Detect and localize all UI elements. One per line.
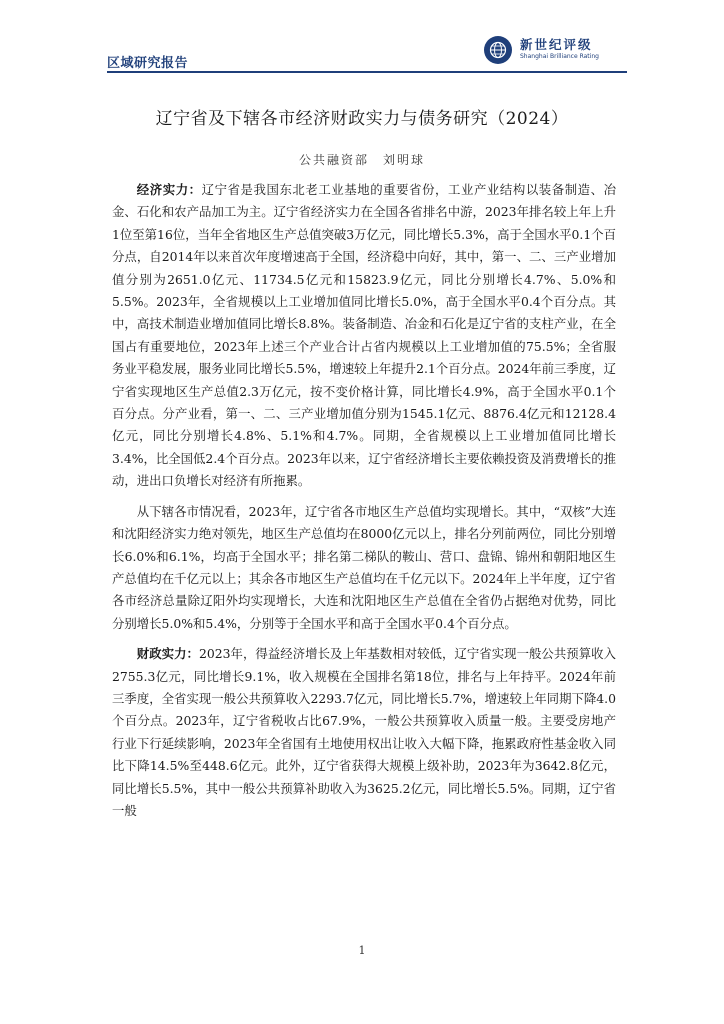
paragraph-text: 从下辖各市情况看，2023年，辽宁省各市地区生产总值均实现增长。其中，“双核”大连和沈阳经济实力绝对领先，地区生产总值均在8000亿元以上，排名分列前两位，同比分别增长6.0%和6.1%，均高于全国水平；排名第二梯队的鞍山、营口、盘锦、锦州和朝阳地区生产总值均在千亿元以上；其余各市地区生产总值均在千亿元以下。2024年上半年度，辽宁省各市经济总量除辽阳外均实现增长，大连和沈阳地区生产总值在全省仍占据绝对优势，同比分别增长5.0%和5.4%，分别等于全国水平和高于全国水平0.4个百分点。 bbox=[112, 503, 616, 631]
globe-icon bbox=[484, 36, 512, 64]
paragraph-lead: 经济实力： bbox=[136, 182, 202, 197]
page-header bbox=[0, 0, 724, 72]
logo-english-name: Shanghai Brilliance Rating bbox=[520, 53, 599, 60]
document-body bbox=[112, 179, 616, 822]
paragraph-lead: 财政实力： bbox=[136, 646, 199, 662]
paragraph-text: 2023年，得益经济增长及上年基数相对较低，辽宁省实现一般公共预算收入2755.3亿元，同比增长9.1%，收入规模在全国排名第18位，排名与上年持平。2024年前三季度，全省实现一般公共预算收入2293.7亿元，同比增长5.7%，增速较上年同期下降4.0个百分点。2023年，辽宁省税收占比67.9%，一般公共预算收入质量一般。主要受房地产行业下行延续影响，2023年全省国有土地使用权出让收入大幅下降，拖累政府性基金收入同比下降14.5%至448.6亿元。此外，辽宁省获得大规模上级补助，2023年为3642.8亿元，同比增长5.5%，其中一般公共预算补助收入为3625.2亿元，同比增长5.5%。同期，辽宁省一般 bbox=[112, 646, 616, 818]
paragraph-fiscal bbox=[112, 643, 616, 822]
company-logo bbox=[484, 34, 624, 66]
paragraph-economy bbox=[112, 179, 616, 493]
page-number: 1 bbox=[358, 944, 366, 957]
logo-name: 新世纪评级 bbox=[520, 37, 593, 52]
header-divider bbox=[107, 71, 627, 73]
paragraph-text: 辽宁省是我国东北老工业基地的重要省份，工业产业结构以装备制造、冶金、石化和农产品加工为主。辽宁省经济实力在全国各省排名中游，2023年排名较上年上升1位至第16位，当年全省地区生产总值突破3万亿元，同比增长5.3%，高于全国水平0.1个百分点，自2014年以来首次年度增速高于全国，经济稳中向好，其中，第一、二、三产业增加值分别为2651.0亿元、11734.5亿元和15823.9亿元，同比分别增长4.7%、5.0%和5.5%。2023年，全省规模以上工业增加值同比增长5.0%，高于全国水平0.4个百分点。其中，高技术制造业增加值同比增长8.8%。装备制造、冶金和石化是辽宁省的支柱产业，在全国占有重要地位，2023年上述三个产业合计占省内规模以上工业增加值的75.5%；全省服务业平稳发展，服务业同比增长5.5%，增速较上年提升2.1个百分点。2024年前三季度，辽宁省实现地区生产总值2.3万亿元，按不变价格计算，同比增长4.9%，高于全国水平0.1个百分点。分产业看，第一、二、三产业增加值分别为1545.1亿元、8876.4亿元和12128.4亿元，同比分别增长4.8%、5.1%和4.7%。同期，全省规模以上工业增加值同比增长3.4%，比全国低2.4个百分点。2023年以来，辽宁省经济增长主要依赖投资及消费增长的推动，进出口负增长对经济有所拖累。 bbox=[112, 182, 617, 489]
paragraph-cities bbox=[112, 501, 616, 635]
section-label: 区域研究报告 bbox=[107, 56, 189, 71]
authors-line: 公共融资部 刘明球 bbox=[298, 153, 425, 167]
document-title: 辽宁省及下辖各市经济财政实力与债务研究（2024） bbox=[155, 109, 569, 129]
